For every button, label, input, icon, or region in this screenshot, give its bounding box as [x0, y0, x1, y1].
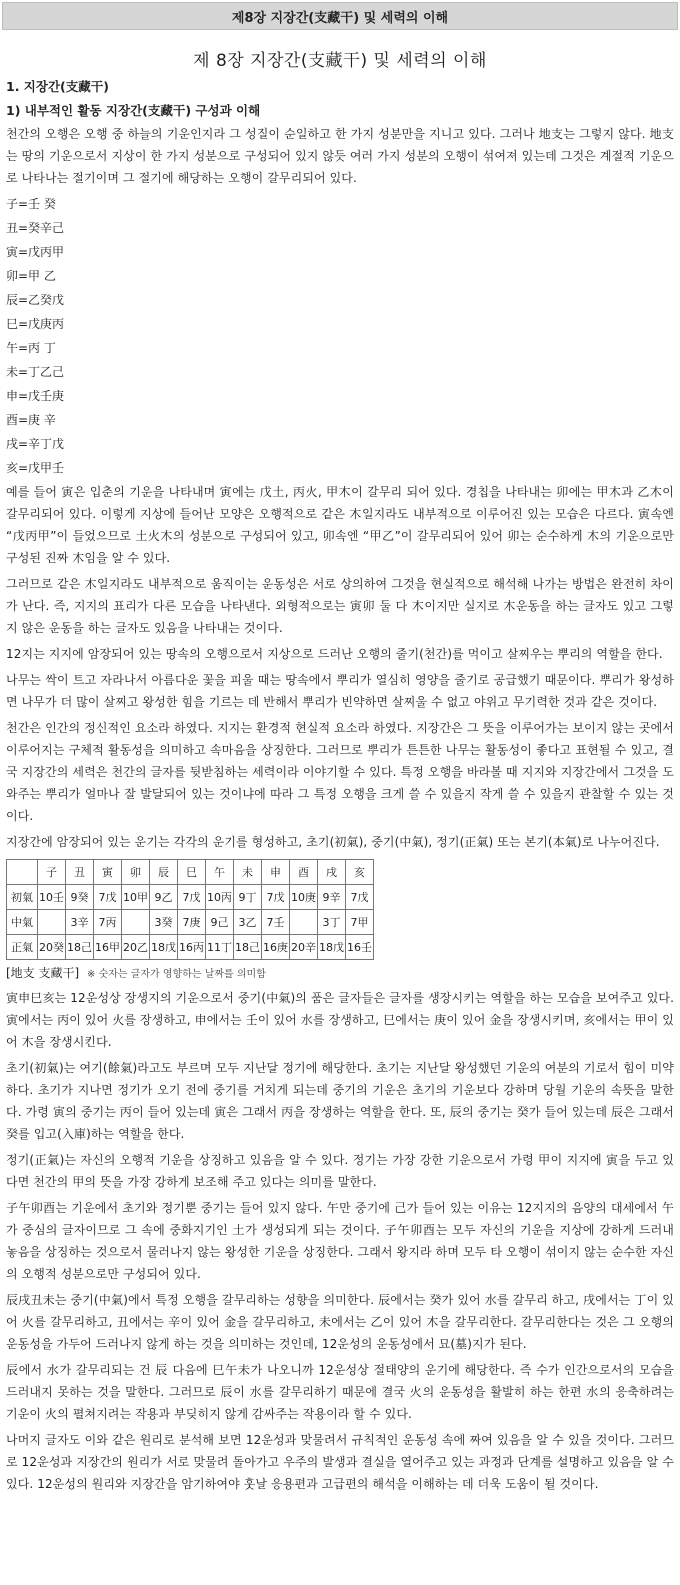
table-cell: [122, 910, 150, 935]
mapping-line: 午=丙 丁: [6, 341, 56, 355]
table-header-cell: 午: [206, 860, 234, 885]
mapping-line: 申=戊壬庚: [6, 389, 65, 403]
body-paragraph: 그러므로 같은 木일지라도 내부적으로 움직이는 운동성은 서로 상의하여 그것을 현실적으로 해석해 나가는 방법은 완전히 차이가 난다. 즉, 지지의 표리가 다른 모습을 나타낸다. 외형적으로는 寅卯 둘 다 木이지만 실지로 木운동을 하는 글자도 있고 그렇지 않은 운동을 하는 글자도 있음을 나타내는 것이다.: [6, 577, 674, 635]
table-header-cell: 卯: [122, 860, 150, 885]
intro-paragraph: 천간의 오행은 오행 중 하늘의 기운인지라 그 성질이 순일하고 한 가지 성분만을 지니고 있다. 그러나 地支는 그렇지 않다. 地支는 땅의 기운으로서 지상이 한 가지 성분으로 구성되어 있지 않듯 여러 가지 성분의 오행이 섞여져 있는데 그것은 계절적 기운으로 나타나는 절기이며 그 절기에 해당하는 오행이 갈무리되어 있다.: [6, 127, 674, 185]
body-paragraph: 子午卯酉는 기운에서 초기와 정기뿐 중기는 들어 있지 않다. 午만 중기에 己가 들어 있는 이유는 12지지의 음양의 대세에서 午가 중심의 글자이므로 그 속에 중화지기인 土가 생성되게 되는 것이다. 子午卯酉는 모두 자신의 기운을 지상에 강하게 드러내 놓음을 상징하는 것으로서 물러나지 않는 왕성한 기운을 상징한다. 그래서 왕지라 하며 모두 타 오행이 섞이지 않는 순수한 자신의 오행적 성분으로만 구성되어 있다.: [6, 1201, 674, 1281]
table-cell: 11丁: [206, 935, 234, 960]
table-caption-title: [地支 支藏干]: [6, 966, 80, 980]
table-cell: 9癸: [66, 885, 94, 910]
table-cell: 7壬: [262, 910, 290, 935]
body-paragraph: 辰에서 水가 갈무리되는 건 辰 다음에 巳午未가 나오니까 12운성상 절태양의 운기에 해당한다. 즉 수가 인간으로서의 모습을 드러내지 못하는 것을 말한다. 그러므로 辰이 水를 갈무리하기 때문에 결국 火의 운동성을 활발히 하는 한편 水의 응축하려는 기운이 火의 펼쳐지려는 작용과 부딪히지 않게 감싸주는 작용이라 할 수 있다.: [6, 1363, 674, 1421]
body-paragraph: 지장간에 암장되어 있는 운기는 각각의 운기를 형성하고, 초기(初氣), 중기(中氣), 정기(正氣) 또는 본기(本氣)로 나누어진다.: [6, 835, 660, 849]
body-paragraph: 12지는 지지에 암장되어 있는 땅속의 오행으로서 지상으로 드러난 오행의 줄기(천간)를 먹이고 살찌우는 뿌리의 역할을 한다.: [6, 647, 663, 661]
table-cell: 18戊: [318, 935, 346, 960]
jijanggan-table: [6, 859, 374, 960]
body-paragraph: 초기(初氣)는 여기(餘氣)라고도 부르며 모두 지난달 정기에 해당한다. 초기는 지난달 왕성했던 기운의 여분의 기로서 힘이 미약하다. 초기가 지나면 정기가 오기 전에 중기를 거치게 되는데 중기의 기운은 초기의 기운보다 강하며 당월 기운의 속뜻을 말한다. 가령 寅의 중기는 丙이 들어 있는데 寅은 그래서 丙을 장생하는 역할을 한다. 또, 辰의 중기는 癸가 들어 있는데 辰은 그래서 癸를 입고(入庫)하는 역할을 한다.: [6, 1061, 674, 1141]
table-cell: 10庚: [290, 885, 318, 910]
table-cell: 9乙: [150, 885, 178, 910]
jijanggan-mapping-list: [6, 193, 674, 479]
body-paragraph: 나무는 싹이 트고 자라나서 아름다운 꽃을 피울 때는 땅속에서 뿌리가 열심히 영양을 줄기로 공급했기 때문이다. 뿌리가 왕성하면 나무가 더 많이 살찌고 왕성한 힘을 기르는 데 반해서 뿌리가 빈약하면 살찌울 수 없고 야위고 무기력한 것과 같은 것이다.: [6, 673, 674, 709]
table-cell: 7甲: [346, 910, 374, 935]
mapping-line: 戌=辛丁戊: [6, 437, 65, 451]
table-cell: 9己: [206, 910, 234, 935]
table-cell: 18己: [66, 935, 94, 960]
table-row-label: 中氣: [7, 910, 38, 935]
table-header-cell: [7, 860, 38, 885]
table-cell: 9辛: [318, 885, 346, 910]
table-cell: 10甲: [122, 885, 150, 910]
table-header-cell: 子: [38, 860, 66, 885]
table-cell: 16丙: [178, 935, 206, 960]
table-header-cell: 亥: [346, 860, 374, 885]
table-row: [7, 885, 374, 910]
mapping-line: 酉=庚 辛: [6, 413, 56, 427]
table-cell: 3丁: [318, 910, 346, 935]
body-paragraph: 寅申巳亥는 12운성상 장생지의 기운으로서 중기(中氣)의 품은 글자들은 글자를 생장시키는 역할을 하는 모습을 보여주고 있다. 寅에서는 丙이 있어 火를 장생하고, 申에서는 壬이 있어 水를 장생하고, 巳에서는 庚이 있어 金을 장생시키며, 亥에서는 甲이 있어 木을 장생시킨다.: [6, 991, 674, 1049]
body-paragraph: 예를 들어 寅은 입춘의 기운을 나타내며 寅에는 戊土, 丙火, 甲木이 갈무리 되어 있다. 경칩을 나타내는 卯에는 甲木과 乙木이 갈무리되어 있다. 이렇게 지상에 들어난 모양은 오행적으로 같은 木일지라도 내부적으로 이루어진 있는 모습은 다르다. 寅속엔 “戊丙甲”이 들었으므로 土火木의 성분으로 구성되어 있고, 卯속엔 “甲乙”이 갈무리되어 있어 卯는 순수하게 木의 기운으로만 구성된 진짜 木임을 알 수 있다.: [6, 485, 674, 565]
table-header-cell: 戌: [318, 860, 346, 885]
table-cell: 9丁: [234, 885, 262, 910]
table-header-cell: 丑: [66, 860, 94, 885]
section-heading: 1. 지장간(支藏干): [6, 79, 109, 94]
table-cell: 10壬: [38, 885, 66, 910]
mapping-line: 寅=戊丙甲: [6, 245, 65, 259]
table-cell: 7戊: [178, 885, 206, 910]
table-cell: 7戊: [346, 885, 374, 910]
table-row-label: 初氣: [7, 885, 38, 910]
table-cell: 3癸: [150, 910, 178, 935]
table-header-cell: 寅: [94, 860, 122, 885]
table-cell: 16壬: [346, 935, 374, 960]
table-cell: 7丙: [94, 910, 122, 935]
table-header-cell: 申: [262, 860, 290, 885]
table-cell: 10丙: [206, 885, 234, 910]
table-caption: [6, 964, 674, 981]
mapping-line: 亥=戊甲壬: [6, 461, 65, 475]
table-row: [7, 910, 374, 935]
table-caption-note: ※ 숫자는 글자가 영향하는 날짜를 의미함: [87, 969, 266, 980]
subsection-heading: 1) 내부적인 활동 지장간(支藏干) 구성과 이해: [6, 103, 261, 118]
document-body: [0, 46, 680, 1495]
mapping-line: 未=丁乙己: [6, 365, 65, 379]
table-cell: 7庚: [178, 910, 206, 935]
table-header-cell: 酉: [290, 860, 318, 885]
mapping-line: 子=壬 癸: [6, 197, 56, 211]
table-cell: [290, 910, 318, 935]
page-header-title: 제8장 지장간(支藏干) 및 세력의 이해: [231, 10, 449, 26]
table-cell: 16庚: [262, 935, 290, 960]
table-cell: 16甲: [94, 935, 122, 960]
mapping-line: 辰=乙癸戊: [6, 293, 65, 307]
table-header-cell: 未: [234, 860, 262, 885]
body-paragraph: 나머지 글자도 이와 같은 원리로 분석해 보면 12운성과 맞물려서 규칙적인 운동성 속에 짜여 있음을 알 수 있을 것이다. 그러므로 12운성과 지장간의 원리가 서로 맞물려 돌아가고 우주의 발생과 결실을 열어주고 있는 과정과 단계를 설명하고 있음을 알 수 있다. 12운성의 원리와 지장간을 암기하여야 훗날 응용편과 고급편의 해석을 이해하는 데 더욱 도움이 될 것이다.: [6, 1433, 674, 1491]
table-header-cell: 辰: [150, 860, 178, 885]
table-cell: 3辛: [66, 910, 94, 935]
body-paragraph: 辰戌丑未는 중기(中氣)에서 특정 오행을 갈무리하는 성향을 의미한다. 辰에서는 癸가 있어 水를 갈무리 하고, 戌에서는 丁이 있어 火를 갈무리하고, 丑에서는 辛이 있어 金을 갈무리하고, 未에서는 乙이 있어 木을 갈무리한다. 갈무리한다는 것은 그 오행의 운동성을 가두어 드러나지 않게 하는 것을 의미하는 것인데, 12운성의 운동성에서 묘(墓)지가 된다.: [6, 1293, 674, 1351]
table-cell: 20癸: [38, 935, 66, 960]
table-row-label: 正氣: [7, 935, 38, 960]
table-row: [7, 935, 374, 960]
mapping-line: 卯=甲 乙: [6, 269, 56, 283]
body-paragraph: 천간은 인간의 정신적인 요소라 하였다. 지지는 환경적 현실적 요소라 하였다. 지장간은 그 뜻을 이루어가는 보이지 않는 곳에서 이루어지는 구체적 활동성을 의미하고 속마음을 상징한다. 그러므로 뿌리가 튼튼한 나무는 활동성이 좋다고 표현될 수 있고, 결국 지장간의 세력은 천간의 글자를 뒷받침하는 세력이라 이야기할 수 있다. 특정 오행을 바라볼 때 지지와 지장간에서 그것을 도와주는 뿌리가 얼마나 잘 발달되어 있는 것이냐에 따라 그 특정 오행을 크게 쓸 수 있을지 작게 쓸 수 있을지 관찰할 수 있는 것이다.: [6, 721, 674, 823]
table-cell: 20辛: [290, 935, 318, 960]
table-cell: 7戊: [262, 885, 290, 910]
table-header-row: [7, 860, 374, 885]
table-cell: 18戊: [150, 935, 178, 960]
document-title: 제 8장 지장간(支藏干) 및 세력의 이해: [193, 51, 487, 71]
table-cell: 18己: [234, 935, 262, 960]
mapping-line: 巳=戊庚丙: [6, 317, 65, 331]
table-cell: 3乙: [234, 910, 262, 935]
body-paragraph: 정기(正氣)는 자신의 오행적 기운을 상징하고 있음을 알 수 있다. 정기는 가장 강한 기운으로서 가령 甲이 지지에 寅을 두고 있다면 천간의 甲의 뜻을 가장 강하게 보조해 주고 있다는 의미를 말한다.: [6, 1153, 674, 1189]
mapping-line: 丑=癸辛己: [6, 221, 65, 235]
table-cell: [38, 910, 66, 935]
page-header: [2, 2, 678, 30]
table-cell: 7戊: [94, 885, 122, 910]
table-cell: 20乙: [122, 935, 150, 960]
table-header-cell: 巳: [178, 860, 206, 885]
